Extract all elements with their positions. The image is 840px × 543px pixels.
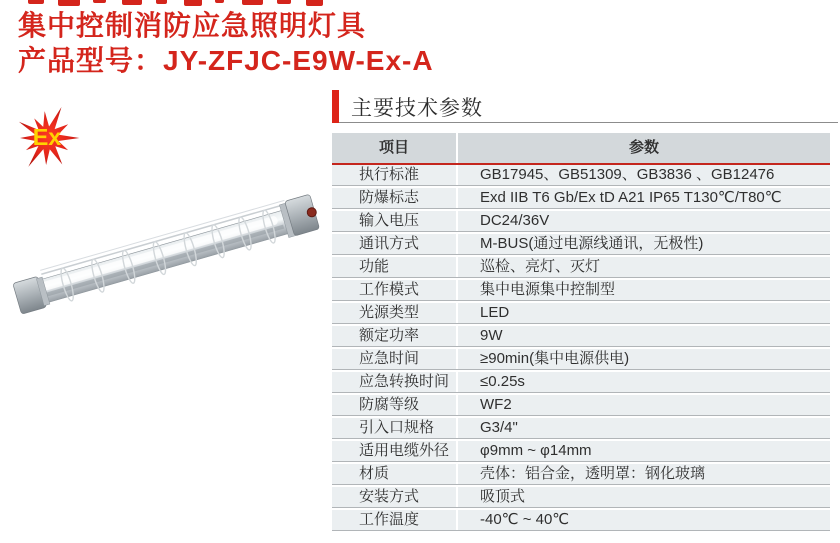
table-row xyxy=(332,464,830,485)
red-accent-bar xyxy=(332,90,339,123)
table-row xyxy=(332,303,830,324)
spec-value-cell: M-BUS(通过电源线通讯，无极性) xyxy=(480,235,704,252)
ex-logo-label: Ex xyxy=(32,124,62,151)
spec-value-cell: WF2 xyxy=(480,396,512,413)
spec-value-cell: ≤0.25s xyxy=(480,373,525,390)
table-row xyxy=(332,441,830,462)
spec-value-cell: Exd IIB T6 Gb/Ex tD A21 IP65 T130℃/T80℃ xyxy=(480,189,782,206)
page-title-block xyxy=(18,8,434,78)
spec-value-cell: 巡检、亮灯、灭灯 xyxy=(480,258,601,275)
product-model: 产品型号：JY-ZFJC-E9W-Ex-A xyxy=(18,45,434,76)
table-row xyxy=(332,165,830,186)
spec-item-cell: 应急时间 xyxy=(332,349,458,369)
section-title: 主要技术参数 xyxy=(351,97,483,120)
spec-item-cell: 执行标准 xyxy=(332,165,458,185)
table-row xyxy=(332,418,830,439)
table-row xyxy=(332,326,830,347)
spec-value-cell: 9W xyxy=(480,327,503,344)
spec-value-cell: -40℃ ~ 40℃ xyxy=(480,511,570,528)
column-header-item: 项目 xyxy=(332,133,458,163)
spec-value-cell: DC24/36V xyxy=(480,212,550,229)
ex-starburst-icon xyxy=(8,102,86,174)
table-row xyxy=(332,257,830,278)
page-title: 集中控制消防应急照明灯具 xyxy=(18,10,367,41)
spec-item-cell: 工作温度 xyxy=(332,510,458,530)
specs-section xyxy=(332,90,838,533)
spec-item-cell: 防腐等级 xyxy=(332,395,458,415)
spec-item-cell: 额定功率 xyxy=(332,326,458,346)
spec-value-cell: G3/4" xyxy=(480,419,518,436)
table-row xyxy=(332,372,830,393)
spec-value-cell: φ9mm ~ φ14mm xyxy=(480,442,592,459)
spec-value-cell: 集中电源集中控制型 xyxy=(480,281,616,298)
spec-item-cell: 输入电压 xyxy=(332,211,458,231)
spec-item-cell: 光源类型 xyxy=(332,303,458,323)
table-row xyxy=(332,211,830,232)
spec-value-cell: LED xyxy=(480,304,510,321)
table-row xyxy=(332,349,830,370)
spec-item-cell: 材质 xyxy=(332,464,458,484)
column-header-value: 参数 xyxy=(628,139,659,156)
table-row xyxy=(332,510,830,531)
spec-item-cell: 功能 xyxy=(332,257,458,277)
table-row xyxy=(332,395,830,416)
spec-item-cell: 应急转换时间 xyxy=(332,372,458,392)
spec-item-cell: 工作模式 xyxy=(332,280,458,300)
spec-item-cell: 通讯方式 xyxy=(332,234,458,254)
spec-value-cell: 吸顶式 xyxy=(480,488,526,505)
spec-item-cell: 引入口规格 xyxy=(332,418,458,438)
table-header-row xyxy=(332,133,830,165)
table-row xyxy=(332,280,830,301)
table-row xyxy=(332,487,830,508)
spec-value-cell: GB17945、GB51309、GB3836 、GB12476 xyxy=(480,166,775,183)
product-photo xyxy=(2,192,332,332)
table-row xyxy=(332,188,830,209)
clipped-text-fragments xyxy=(28,0,328,7)
spec-value-cell: ≥90min(集中电源供电) xyxy=(480,350,630,367)
table-body xyxy=(332,165,830,531)
section-header xyxy=(332,90,838,123)
spec-item-cell: 防爆标志 xyxy=(332,188,458,208)
spec-item-cell: 安装方式 xyxy=(332,487,458,507)
spec-item-cell: 适用电缆外径 xyxy=(332,441,458,461)
spec-table xyxy=(332,133,830,531)
table-row xyxy=(332,234,830,255)
spec-value-cell: 壳体：铝合金，透明罩：钢化玻璃 xyxy=(480,465,706,482)
